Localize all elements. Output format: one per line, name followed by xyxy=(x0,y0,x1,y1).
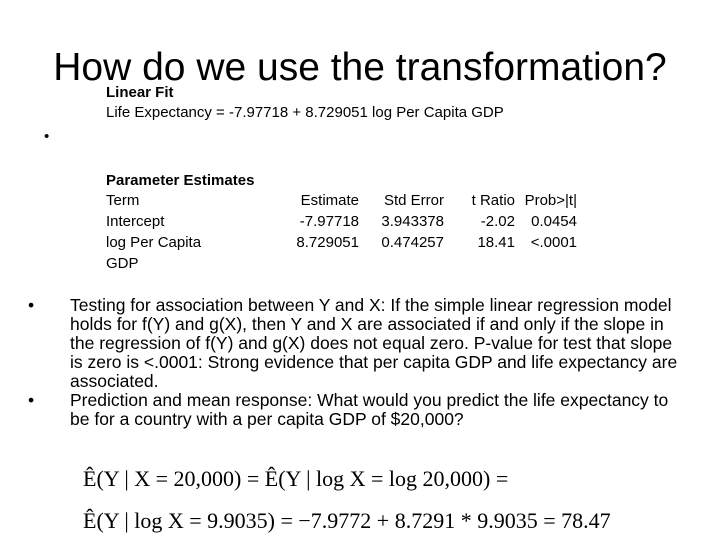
linear-fit-equation: Life Expectancy = -7.97718 + 8.729051 log Per Capita GDP xyxy=(106,104,504,121)
parameter-estimates-heading: Parameter Estimates xyxy=(106,172,255,189)
cell-term: GDP xyxy=(106,255,139,272)
cell-std-error: 0.474257 xyxy=(381,234,444,251)
bullet-mark: • xyxy=(28,295,35,315)
table-header-row xyxy=(106,192,586,213)
parameter-estimates-section xyxy=(106,172,577,272)
cell-term: log Per Capita xyxy=(106,234,202,251)
cell-t-ratio: -2.02 xyxy=(480,213,515,230)
cell-prob: <.0001 xyxy=(530,234,577,251)
equation-line-1: Ê(Y | X = 20,000) = Ê(Y | log X = log 20,000) = xyxy=(83,466,509,491)
empty-bullet: • xyxy=(44,128,50,145)
table-row xyxy=(106,213,586,234)
linear-fit-heading: Linear Fit xyxy=(106,84,174,101)
column-header-t-ratio: t Ratio xyxy=(471,192,515,209)
cell-term: Intercept xyxy=(106,213,165,230)
cell-t-ratio: 18.41 xyxy=(477,234,515,251)
bullet-text: Prediction and mean response: What would you predict the life expectancy to be for a country with a per capita GDP of $20,000? xyxy=(70,390,669,429)
bullet-mark: • xyxy=(28,390,35,410)
column-header-estimate: Estimate xyxy=(300,192,359,209)
cell-estimate: 8.729051 xyxy=(296,234,359,251)
column-header-std-error: Std Error xyxy=(383,192,444,209)
table-row xyxy=(106,255,586,276)
cell-prob: 0.0454 xyxy=(531,213,577,230)
bullet-item-prediction xyxy=(28,391,678,429)
cell-std-error: 3.943378 xyxy=(381,213,444,230)
column-header-prob: Prob>|t| xyxy=(524,192,577,209)
table-row xyxy=(106,234,586,255)
cell-estimate: -7.97718 xyxy=(299,213,359,230)
bullet-text: Testing for association between Y and X: If the simple linear regression model holds for f(Y) and g(X), then Y and X are associated if and only if the slope in the regression of f(Y) and g(X) does not equal zero. P-value for test that slope is zero is <.0001: Strong evidence that per capita GDP and life expectancy are associated. xyxy=(70,295,678,391)
column-header-term: Term xyxy=(106,192,140,209)
bullet-list xyxy=(28,296,678,429)
linear-fit-section xyxy=(106,84,504,122)
bullet-item-association xyxy=(28,296,678,391)
parameter-estimates-table xyxy=(106,192,586,276)
equation-line-2: Ê(Y | log X = 9.9035) = −7.9772 + 8.7291 * 9.9035 = 78.47 xyxy=(83,508,611,533)
slide-title: How do we use the transformation? xyxy=(53,46,667,89)
